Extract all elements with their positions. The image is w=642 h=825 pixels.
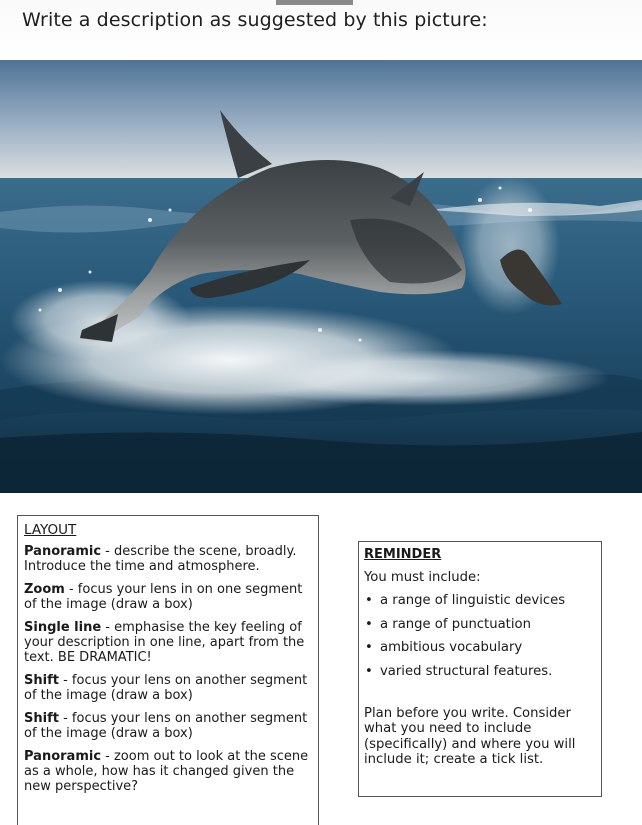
layout-term: Zoom: [24, 582, 65, 597]
layout-item: [24, 620, 312, 665]
layout-box: [17, 515, 319, 825]
layout-title: LAYOUT: [24, 522, 77, 538]
layout-item: [24, 544, 312, 574]
layout-item: [24, 749, 312, 794]
layout-term: Single line: [24, 620, 102, 635]
layout-term: Panoramic: [24, 749, 102, 764]
layout-term: Shift: [24, 673, 59, 688]
layout-item: [24, 582, 312, 612]
plan-instructions: Plan before you write. Consider what you need to include (specifically) and where you will include it; create a tick list.: [364, 705, 576, 767]
top-tab: [276, 0, 353, 5]
layout-item: [24, 711, 312, 741]
layout-text: - focus your lens in on one segment of the image (draw a box): [24, 582, 303, 612]
reminder-title: REMINDER: [364, 547, 442, 562]
layout-item: [24, 673, 312, 703]
list-item: • varied structural features.: [364, 664, 597, 680]
shark-breaching-photo: [0, 60, 642, 493]
layout-term: Shift: [24, 711, 59, 726]
reminder-intro: You must include:: [364, 570, 481, 585]
list-item: • ambitious vocabulary: [364, 640, 597, 656]
layout-text: - focus your lens on another segment of the image (draw a box): [24, 711, 308, 741]
list-item: • a range of linguistic devices: [364, 593, 597, 609]
layout-text: - describe the scene, broadly. Introduce the time and atmosphere.: [24, 544, 297, 574]
requirements-list: [364, 593, 597, 680]
writing-prompt: Write a description as suggested by this picture:: [22, 9, 488, 31]
layout-term: Panoramic: [24, 544, 102, 559]
layout-text: - focus your lens on another segment of the image (draw a box): [24, 673, 308, 703]
list-item: • a range of punctuation: [364, 617, 597, 633]
layout-text: - zoom out to look at the scene as a whole, how has it changed given the new perspective?: [24, 749, 309, 794]
reminder-box: [358, 541, 602, 797]
layout-text: - emphasise the key feeling of your description in one line, apart from the text. BE DRAMATIC!: [24, 620, 305, 665]
